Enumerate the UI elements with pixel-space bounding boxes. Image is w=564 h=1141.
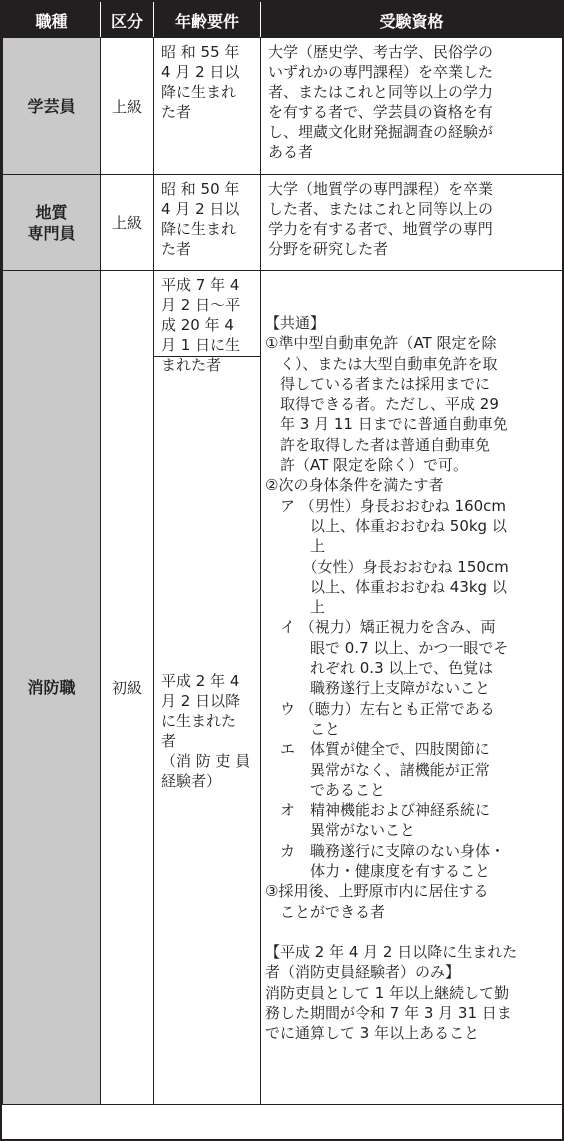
qualification-experienced: 【平成 2 年 4 月 2 日以降に生まれた 者（消防吏員経験者）のみ】 消防吏員として 1 年以上継続して勤 務した期間が令和 7 年 3 月 31 日ま でに通算して 3 年以上あること — [265, 942, 518, 1043]
age-curator: 昭 和 55 年 4 月 2 日以 降に生まれ た者 — [154, 38, 261, 175]
class-geology: 上級 — [101, 175, 154, 271]
job-curator: 学芸員 — [3, 38, 101, 175]
qualification-firefighter — [261, 271, 563, 1105]
class-firefighter: 初級 — [101, 271, 154, 1105]
table-row — [3, 38, 563, 175]
qualification-common: 【共通】 ①準中型自動車免許（AT 限定を除 く）、または大型自動車免許を取 得している者または採用までに 取得できる者。ただし、平成 29 年 3 月 11 日までに普通自動車免 許を取得した者は普通自動車免 許（AT 限定を除く）で可。 ②次の身体条件を満たす者 ア （男性）身長おおむね 160cm 以上、体重おおむね 50kg 以 上 （女性）身長おおむね 150cm 以上、体重おおむね 43kg 以 上 イ （視力）矯正視力を含み、両 眼で 0.7 以上、かつ一眼でそ れぞれ 0.3 以上で、色覚は 職務遂行上支障がないこと ウ （聴力）左右とも正常である こと エ 体質が健全で、四肢関節に 異常がなく、諸機能が正常 であること オ 精神機能および神経系統に 異常がないこと カ 職務遂行に支障のない身体・ 体力・健康度を有すること ③採用後、上野原市内に居住する ことができる者 — [265, 314, 509, 921]
table-row — [3, 271, 563, 1105]
class-curator: 上級 — [101, 38, 154, 175]
age-firefighter-experienced — [154, 357, 260, 1104]
header-class: 区分 — [101, 3, 154, 38]
spacer — [265, 922, 556, 942]
table-header-row — [3, 3, 563, 38]
age-firefighter — [154, 271, 261, 1105]
job-firefighter: 消防職 — [3, 271, 101, 1105]
header-job: 職種 — [3, 3, 101, 38]
age-geology: 昭 和 50 年 4 月 2 日以 降に生まれ た者 — [154, 175, 261, 271]
age-firefighter-general: 平成 7 年 4 月 2 日〜平 成 20 年 4 月 1 日に生 まれた者 — [154, 271, 260, 357]
header-age: 年齢要件 — [154, 3, 261, 38]
job-geology: 地質 専門員 — [3, 175, 101, 271]
table-row — [3, 175, 563, 271]
header-qualification: 受験資格 — [261, 3, 563, 38]
age-firefighter-experienced-text: 平成 2 年 4 月 2 日以降 に生まれた 者 （消 防 吏 員 経験者） — [161, 671, 251, 790]
qualification-curator: 大学（歴史学、考古学、民俗学の いずれかの専門課程）を卒業した 者、またはこれと同等以上の学力 を有する者で、学芸員の資格を有 し、埋蔵文化財発掘調査の経験が ある者 — [261, 38, 563, 175]
qualification-table — [2, 2, 563, 1105]
qualification-geology: 大学（地質学の専門課程）を卒業 した者、またはこれと同等以上の 学力を有する者で、地質学の専門 分野を研究した者 — [261, 175, 563, 271]
